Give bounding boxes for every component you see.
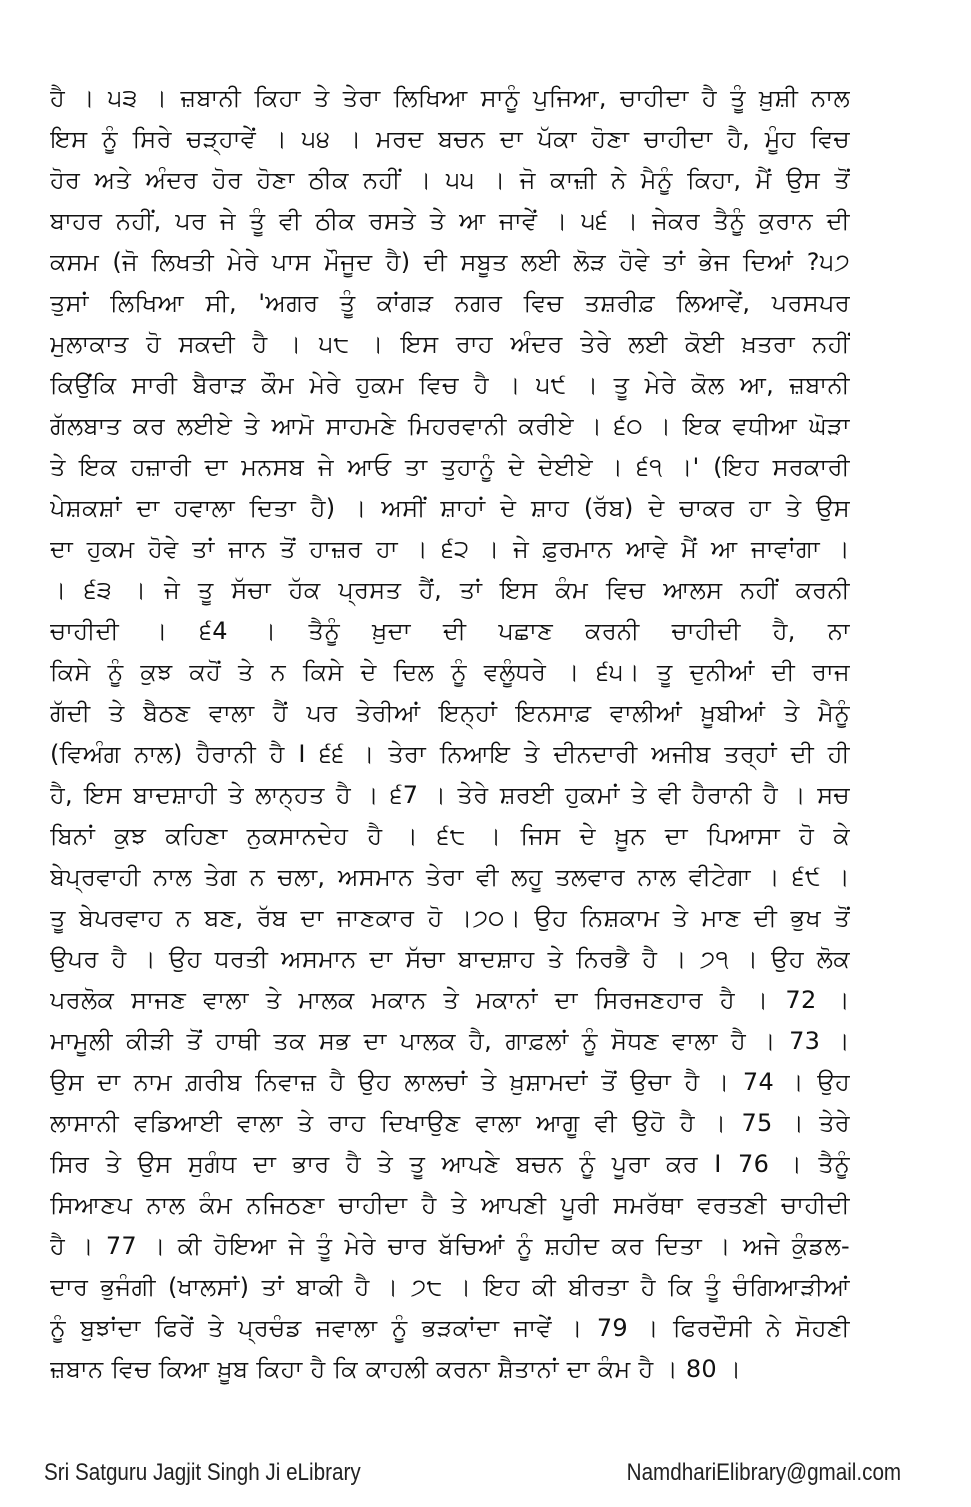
text-line: ਮਾਮੂਲੀ ਕੀੜੀ ਤੋਂ ਹਾਥੀ ਤਕ ਸਭ ਦਾ ਪਾਲਕ ਹੈ, ਗਾਫ਼ਲਾਂ ਨੂੰ ਸੋਧਣ ਵਾਲਾ ਹੈ । 73 ।: [50, 1027, 850, 1055]
text-line: ਜ਼ਬਾਨ ਵਿਚ ਕਿਆ ਖ਼ੂਬ ਕਿਹਾ ਹੈ ਕਿ ਕਾਹਲੀ ਕਰਨਾ ਸ਼ੈਤਾਨਾਂ ਦਾ ਕੰਮ ਹੈ । 80 ।: [50, 1355, 742, 1383]
text-line: ਤੇ ਇਕ ਹਜ਼ਾਰੀ ਦਾ ਮਨਸਬ ਜੇ ਆਓ ਤਾ ਤੁਹਾਨੂੰ ਦੇ ਦੇਈਏ । ੬੧ ।' (ਇਹ ਸਰਕਾਰੀ: [50, 453, 850, 481]
text-line: ਕਿਉਂਕਿ ਸਾਰੀ ਬੈਰਾੜ ਕੌਮ ਮੇਰੇ ਹੁਕਮ ਵਿਚ ਹੈ । ੫੯ । ਤੂ ਮੇਰੇ ਕੋਲ ਆ, ਜ਼ਬਾਨੀ: [50, 371, 850, 399]
text-line: ਮੁਲਾਕਾਤ ਹੋ ਸਕਦੀ ਹੈ । ੫੮ । ਇਸ ਰਾਹ ਅੰਦਰ ਤੇਰੇ ਲਈ ਕੋਈ ਖ਼ਤਰਾ ਨਹੀਂ: [50, 330, 850, 358]
text-line: ਬਾਹਰ ਨਹੀਂ, ਪਰ ਜੇ ਤੂੰ ਵੀ ਠੀਕ ਰਸਤੇ ਤੇ ਆ ਜਾਵੇਂ । ੫੬ । ਜੇਕਰ ਤੈਨੂੰ ਕੁਰਾਨ ਦੀ: [50, 207, 850, 235]
text-line: ਗੱਦੀ ਤੇ ਬੈਠਣ ਵਾਲਾ ਹੈਂ ਪਰ ਤੇਰੀਆਂ ਇਨ੍ਹਾਂ ਇਨਸਾਫ਼ ਵਾਲੀਆਂ ਖ਼ੂਬੀਆਂ ਤੇ ਮੈਨੂੰ: [50, 699, 850, 727]
text-line: ਦਾ ਹੁਕਮ ਹੋਵੇ ਤਾਂ ਜਾਨ ਤੋਂ ਹਾਜ਼ਰ ਹਾ । ੬੨ । ਜੇ ਫ਼ੁਰਮਾਨ ਆਵੇ ਮੈਂ ਆ ਜਾਵਾਂਗਾ ।: [50, 535, 850, 563]
text-line: ਉਪਰ ਹੈ । ਉਹ ਧਰਤੀ ਅਸਮਾਨ ਦਾ ਸੱਚਾ ਬਾਦਸ਼ਾਹ ਤੇ ਨਿਰਭੈ ਹੈ । ੭੧ । ਉਹ ਲੋਕ: [50, 945, 850, 973]
text-line: ਕਿਸੇ ਨੂੰ ਕੁਝ ਕਹੋਂ ਤੇ ਨ ਕਿਸੇ ਦੇ ਦਿਲ ਨੂੰ ਵਲੂੰਧਰੇ । ੬੫। ਤੂ ਦੁਨੀਆਂ ਦੀ ਰਾਜ: [50, 658, 850, 686]
text-line: ਹੈ । ੫੩ । ਜ਼ਬਾਨੀ ਕਿਹਾ ਤੇ ਤੇਰਾ ਲਿਖਿਆ ਸਾਨੂੰ ਪੁਜਿਆ, ਚਾਹੀਦਾ ਹੈ ਤੂੰ ਖ਼ੁਸ਼ੀ ਨਾਲ: [50, 84, 850, 112]
text-line: ਹੈ, ਇਸ ਬਾਦਸ਼ਾਹੀ ਤੇ ਲਾਨ੍ਹਤ ਹੈ । ੬7 । ਤੇਰੇ ਸ਼ਰਈ ਹੁਕਮਾਂ ਤੇ ਵੀ ਹੈਰਾਨੀ ਹੈ । ਸਚ: [50, 781, 850, 809]
text-line: ਪਰਲੋਕ ਸਾਜਣ ਵਾਲਾ ਤੇ ਮਾਲਕ ਮਕਾਨ ਤੇ ਮਕਾਨਾਂ ਦਾ ਸਿਰਜਣਹਾਰ ਹੈ । 72 ।: [50, 986, 850, 1014]
text-line: ਸਿਰ ਤੇ ਉਸ ਸੁਗੰਧ ਦਾ ਭਾਰ ਹੈ ਤੇ ਤੂ ਆਪਣੇ ਬਚਨ ਨੂੰ ਪੂਰਾ ਕਰ I 76 । ਤੈਨੂੰ: [50, 1150, 850, 1178]
text-line: ਬੇਪ੍ਰਵਾਹੀ ਨਾਲ ਤੇਗ ਨ ਚਲਾ, ਅਸਮਾਨ ਤੇਰਾ ਵੀ ਲਹੂ ਤਲਵਾਰ ਨਾਲ ਵੀਟੇਗਾ । ੬੯ ।: [50, 863, 850, 891]
text-line: ਪੇਸ਼ਕਸ਼ਾਂ ਦਾ ਹਵਾਲਾ ਦਿਤਾ ਹੈ) । ਅਸੀਂ ਸ਼ਾਹਾਂ ਦੇ ਸ਼ਾਹ (ਰੱਬ) ਦੇ ਚਾਕਰ ਹਾ ਤੇ ਉਸ: [50, 494, 850, 522]
text-line: ਨੂੰ ਬੁਝਾਂਦਾ ਫਿਰੇਂ ਤੇ ਪ੍ਰਚੰਡ ਜਵਾਲਾ ਨੂੰ ਭੜਕਾਂਦਾ ਜਾਵੇਂ । 79 । ਫਿਰਦੌਸੀ ਨੇ ਸੋਹਣੀ: [50, 1314, 850, 1342]
footer-library-name: Sri Satguru Jagjit Singh Ji eLibrary: [44, 1459, 361, 1486]
page-body-text: [50, 78, 850, 1390]
text-line: ਲਾਸਾਨੀ ਵਡਿਆਈ ਵਾਲਾ ਤੇ ਰਾਹ ਦਿਖਾਉਣ ਵਾਲਾ ਆਗੂ ਵੀ ਉਹੋ ਹੈ । 75 । ਤੇਰੇ: [50, 1109, 850, 1137]
text-line: ਚਾਹੀਦੀ । ੬4 । ਤੈਨੂੰ ਖ਼ੁਦਾ ਦੀ ਪਛਾਣ ਕਰਨੀ ਚਾਹੀਦੀ ਹੈ, ਨਾ: [50, 617, 850, 645]
text-line: ਇਸ ਨੂੰ ਸਿਰੇ ਚੜ੍ਹਾਵੇਂ । ੫੪ । ਮਰਦ ਬਚਨ ਦਾ ਪੱਕਾ ਹੋਣਾ ਚਾਹੀਦਾ ਹੈ, ਮੂੰਹ ਵਿਚ: [50, 125, 850, 153]
text-line: ਤੁਸਾਂ ਲਿਖਿਆ ਸੀ, 'ਅਗਰ ਤੂੰ ਕਾਂਗੜ ਨਗਰ ਵਿਚ ਤਸ਼ਰੀਫ਼ ਲਿਆਵੇਂ, ਪਰਸਪਰ: [50, 289, 850, 317]
text-line: ਦਾਰ ਭੁਜੰਗੀ (ਖਾਲਸਾਂ) ਤਾਂ ਬਾਕੀ ਹੈ । ੭੮ । ਇਹ ਕੀ ਬੀਰਤਾ ਹੈ ਕਿ ਤੂੰ ਚੰਗਿਆੜੀਆਂ: [50, 1273, 850, 1301]
text-line: ਹੋਰ ਅਤੇ ਅੰਦਰ ਹੋਰ ਹੋਣਾ ਠੀਕ ਨਹੀਂ । ੫੫ । ਜੋ ਕਾਜ਼ੀ ਨੇ ਮੈਨੂੰ ਕਿਹਾ, ਮੈਂ ਉਸ ਤੋਂ: [50, 166, 850, 194]
text-line: ਹੈ । 77 । ਕੀ ਹੋਇਆ ਜੇ ਤੂੰ ਮੇਰੇ ਚਾਰ ਬੱਚਿਆਂ ਨੂੰ ਸ਼ਹੀਦ ਕਰ ਦਿਤਾ । ਅਜੇ ਕੁੰਡਲ-: [50, 1232, 850, 1260]
text-line: ਕਸਮ (ਜੋ ਲਿਖਤੀ ਮੇਰੇ ਪਾਸ ਮੌਜੂਦ ਹੈ) ਦੀ ਸਬੂਤ ਲਈ ਲੋੜ ਹੋਵੇ ਤਾਂ ਭੇਜ ਦਿਆਂ ?੫੭: [50, 248, 850, 276]
text-line: ਗੱਲਬਾਤ ਕਰ ਲਈਏ ਤੇ ਆਮੋ ਸਾਹਮਣੇ ਮਿਹਰਵਾਨੀ ਕਰੀਏ । ੬੦ । ਇਕ ਵਧੀਆ ਘੋੜਾ: [50, 412, 850, 440]
text-line: (ਵਿਅੰਗ ਨਾਲ) ਹੈਰਾਨੀ ਹੈ I ੬੬ । ਤੇਰਾ ਨਿਆਇ ਤੇ ਦੀਨਦਾਰੀ ਅਜੀਬ ਤਰ੍ਹਾਂ ਦੀ ਹੀ: [50, 740, 850, 768]
text-line: ਉਸ ਦਾ ਨਾਮ ਗ਼ਰੀਬ ਨਿਵਾਜ਼ ਹੈ ਉਹ ਲਾਲਚਾਂ ਤੇ ਖ਼ੁਸ਼ਾਮਦਾਂ ਤੋਂ ਉਚਾ ਹੈ । 74 । ਉਹ: [50, 1068, 850, 1096]
text-line: ਤੂ ਬੇਪਰਵਾਹ ਨ ਬਣ, ਰੱਬ ਦਾ ਜਾਣਕਾਰ ਹੋ ।੭੦। ਉਹ ਨਿਸ਼ਕਾਮ ਤੇ ਮਾਣ ਦੀ ਭੁਖ ਤੋਂ: [50, 904, 850, 932]
footer-email: NamdhariElibrary@gmail.com: [626, 1459, 901, 1486]
text-line: ਬਿਨਾਂ ਕੁਝ ਕਹਿਣਾ ਨੁਕਸਾਨਦੇਹ ਹੈ । ੬੮ । ਜਿਸ ਦੇ ਖ਼ੂਨ ਦਾ ਪਿਆਸਾ ਹੋ ਕੇ: [50, 822, 850, 850]
text-line: । ੬੩ । ਜੇ ਤੂ ਸੱਚਾ ਹੱਕ ਪ੍ਰਸਤ ਹੈਂ, ਤਾਂ ਇਸ ਕੰਮ ਵਿਚ ਆਲਸ ਨਹੀਂ ਕਰਨੀ: [50, 576, 850, 604]
text-line: ਸਿਆਣਪ ਨਾਲ ਕੰਮ ਨਜਿਠਣਾ ਚਾਹੀਦਾ ਹੈ ਤੇ ਆਪਣੀ ਪੂਰੀ ਸਮਰੱਥਾ ਵਰਤਣੀ ਚਾਹੀਦੀ: [50, 1191, 850, 1219]
